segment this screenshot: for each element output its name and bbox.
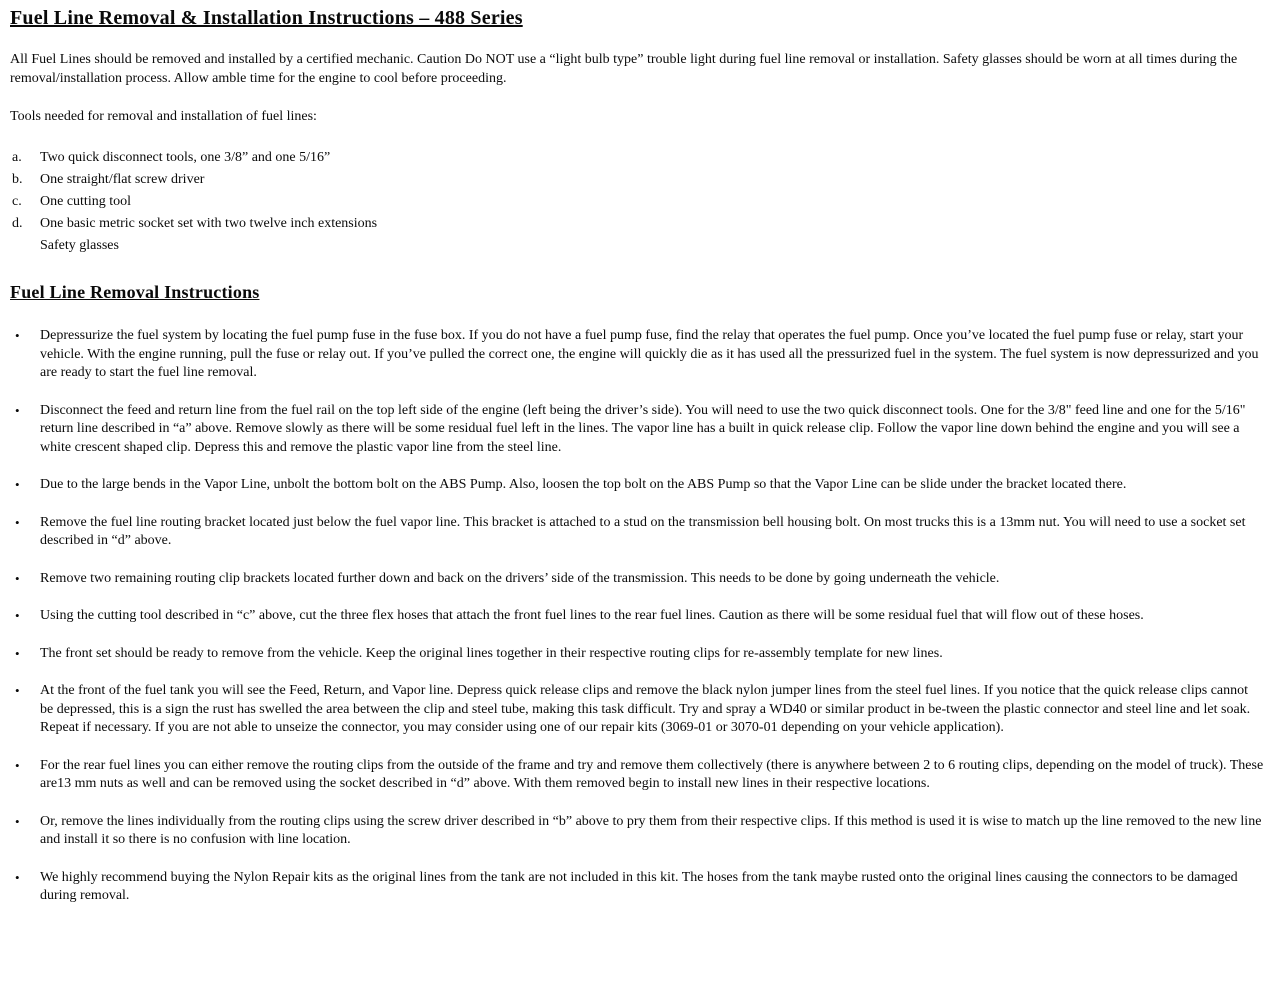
tool-list-item — [10, 169, 1266, 191]
bullet-icon: • — [15, 683, 20, 698]
tool-item-text: One cutting tool — [40, 194, 131, 209]
list-letter-marker — [10, 235, 40, 257]
tools-intro-line: Tools needed for removal and installation of fuel lines: — [10, 109, 317, 124]
tools-list — [10, 147, 1266, 257]
section-title: Fuel Line Removal Instructions — [10, 282, 260, 302]
instruction-text: Disconnect the feed and return line from the fuel rail on the top left side of the engine (left being the driver’s side). You will need to use the two quick disconnect tools. One for the 3/8" feed line and one for the 5/16" return line described in “a” above. Remove slowly as there will be some residual fuel left in the lines. The vapor line has a built in quick release clip. Follow the vapor line down behind the engine and you will see a white crescent shaped clip. Depress this and remove the plastic vapor line from the steel line. — [40, 402, 1246, 455]
tool-list-item — [10, 147, 1266, 169]
instruction-item — [10, 645, 1266, 664]
bullet-icon: • — [15, 608, 20, 623]
instruction-item — [10, 813, 1266, 850]
instruction-text: At the front of the fuel tank you will see the Feed, Return, and Vapor line. Depress quick release clips and remove the black nylon jumper lines from the steel fuel lines. If you notice that the quick release clips cannot be depressed, this is a sign the rust has swelled the area between the clip and steel tube, making this task difficult. Try and spray a WD40 or similar product in be-tween the plastic connector and steel line and let soak. Repeat if necessary. If you are not able to unseize the connector, you may consider using one of our repair kits (3069-01 or 3070-01 depending on your vehicle application). — [40, 683, 1251, 735]
tool-list-item — [10, 213, 1266, 235]
instruction-item — [10, 757, 1266, 794]
tool-item-text: Safety glasses — [40, 238, 119, 253]
instruction-item — [10, 869, 1266, 906]
list-letter-marker: c. — [12, 194, 22, 209]
bullet-icon: • — [15, 645, 20, 661]
instruction-text: Or, remove the lines individually from the routing clips using the screw driver described in “b” above to pry them from their respective clips. If this method is used it is wise to match up the line removed to the new line and install it so there is no confusion with line location. — [40, 813, 1262, 847]
instruction-text: Depressurize the fuel system by locating the fuel pump fuse in the fuse box. If you do not have a fuel pump fuse, find the relay that operates the fuel pump. Once you’ve located the fuel pump fuse or relay, start your vehicle. With the engine running, pull the fuse or relay out. If you’ve pulled the correct one, the engine will quickly die as it has used all the pressurized fuel in the system. The fuel system is now depressurized and you are ready to start the fuel line removal. — [40, 328, 1259, 380]
document-title: Fuel Line Removal & Installation Instructions – 488 Series — [10, 7, 523, 29]
instruction-item — [10, 682, 1266, 738]
bullet-icon: • — [15, 570, 20, 586]
list-letter-marker: d. — [12, 216, 23, 231]
bullet-icon: • — [15, 813, 20, 829]
tool-item-text: One basic metric socket set with two twelve inch extensions — [40, 216, 378, 231]
instruction-item — [10, 607, 1266, 626]
tool-list-item — [10, 191, 1266, 213]
instruction-text: Using the cutting tool described in “c” above, cut the three flex hoses that attach the front fuel lines to the rear fuel lines. Caution as there will be some residual fuel that will flow out of these hoses. — [40, 608, 1144, 623]
instruction-text: Remove two remaining routing clip brackets located further down and back on the drivers’ side of the transmission. This needs to be done by going underneath the vehicle. — [40, 570, 1000, 586]
bullet-icon: • — [15, 328, 20, 343]
instruction-text: For the rear fuel lines you can either remove the routing clips from the outside of the frame and try and remove them collectively (there is anywhere between 2 to 6 routing clips, depending on the model of truck). These are13 mm nuts as well and can be removed using the socket described in “d” above. With them removed begin to install new lines in their respective locations. — [40, 757, 1264, 791]
bullet-icon: • — [15, 477, 20, 492]
tool-list-item — [10, 235, 1266, 257]
bullet-icon: • — [15, 402, 20, 418]
instruction-text: Due to the large bends in the Vapor Line, unbolt the bottom bolt on the ABS Pump. Also, loosen the top bolt on the ABS Pump so that the Vapor Line can be slide under the bracket located there. — [40, 477, 1127, 492]
tool-item-text: One straight/flat screw driver — [40, 172, 205, 187]
bullet-icon: • — [15, 869, 20, 885]
instruction-item — [10, 476, 1266, 495]
instruction-item — [10, 514, 1266, 551]
instruction-item — [10, 402, 1266, 458]
bullet-icon: • — [15, 757, 20, 773]
instruction-text: Remove the fuel line routing bracket located just below the fuel vapor line. This bracket is attached to a stud on the transmission bell housing bolt. On most trucks this is a 13mm nut. You will need to use a socket set described in “d” above. — [40, 514, 1246, 548]
tool-item-text: Two quick disconnect tools, one 3/8” and one 5/16” — [40, 150, 331, 165]
intro-paragraph: All Fuel Lines should be removed and installed by a certified mechanic. Caution Do NOT use a “light bulb type” trouble light during fuel line removal or installation. Safety glasses should be worn at all times during the removal/installation process. Allow amble time for the engine to cool before proceeding. — [10, 52, 1238, 86]
list-letter-marker: a. — [12, 150, 22, 165]
bullet-icon: • — [15, 514, 20, 530]
list-letter-marker: b. — [12, 172, 23, 187]
instruction-text: We highly recommend buying the Nylon Repair kits as the original lines from the tank are not included in this kit. The hoses from the tank maybe rusted onto the original lines causing the connectors to be damaged during removal. — [40, 869, 1238, 903]
instruction-item — [10, 570, 1266, 589]
instruction-text: The front set should be ready to remove from the vehicle. Keep the original lines together in their respective routing clips for re-assembly template for new lines. — [40, 645, 943, 661]
instruction-list — [10, 327, 1266, 906]
instruction-item — [10, 327, 1266, 383]
